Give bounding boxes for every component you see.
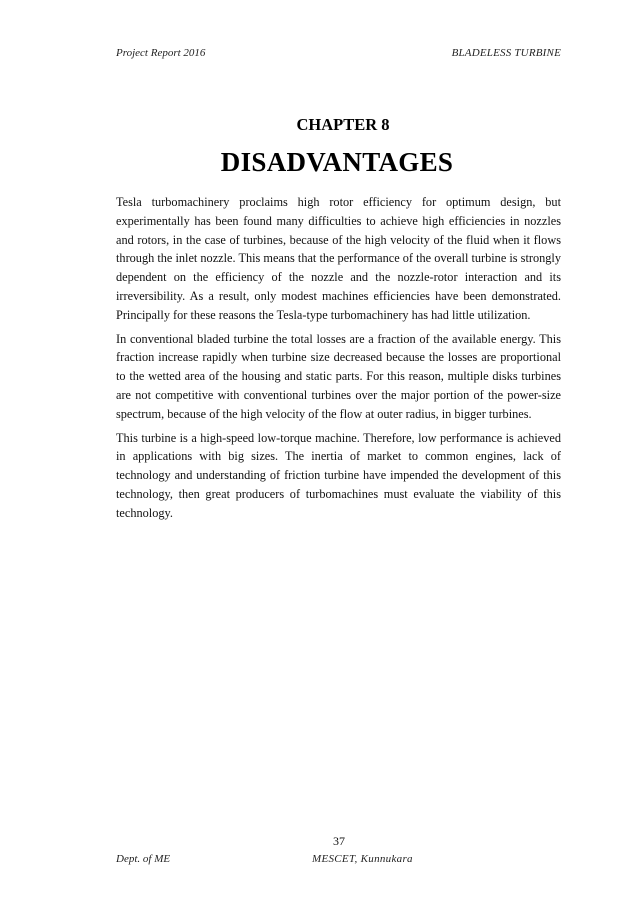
page-number: 37	[333, 834, 345, 848]
paragraph: This turbine is a high-speed low-torque machine. Therefore, low performance is achieved in applications with big sizes. The inertia of market to common engines, lack of technology and understanding of friction turbine have impended the development of this technology, then great producers of turbomachines must evaluate the viability of this technology.	[116, 430, 561, 520]
header-project-title: BLADELESS TURBINE	[451, 47, 561, 59]
page-header	[116, 47, 561, 60]
header-report-title: Project Report 2016	[116, 47, 206, 59]
page-footer	[116, 853, 561, 866]
footer-college: MESCET, Kunnukara	[312, 853, 413, 865]
paragraph: In conventional bladed turbine the total losses are a fraction of the available energy. This fraction increase rapidly when turbine size decreased because the losses are proportional to the wetted area of the housing and static parts. For this reason, multiple disks turbines are not competitive with conventional turbines over the major portion of the power-size spectrum, because of the high velocity of the flow at outer radius, in bigger turbines.	[116, 331, 561, 421]
chapter-title: DISADVANTAGES	[220, 147, 454, 177]
footer-department: Dept. of ME	[116, 853, 171, 865]
chapter-number: CHAPTER 8	[296, 115, 390, 134]
chapter-body	[116, 193, 561, 528]
paragraph: Tesla turbomachinery proclaims high rotor efficiency for optimum design, but experimentally has been found many difficulties to achieve high efficiencies in nozzles and rotors, in the case of turbines, because of the high velocity of the fluid when it flows through the inlet nozzle. This means that the performance of the overall turbine is strongly dependent on the efficiency of the nozzle and the nozzle-rotor interaction and its irreversibility. As a result, only modest machines efficiencies have been demonstrated. Principally for these reasons the Tesla-type turbomachinery has had little utilization.	[116, 195, 561, 322]
